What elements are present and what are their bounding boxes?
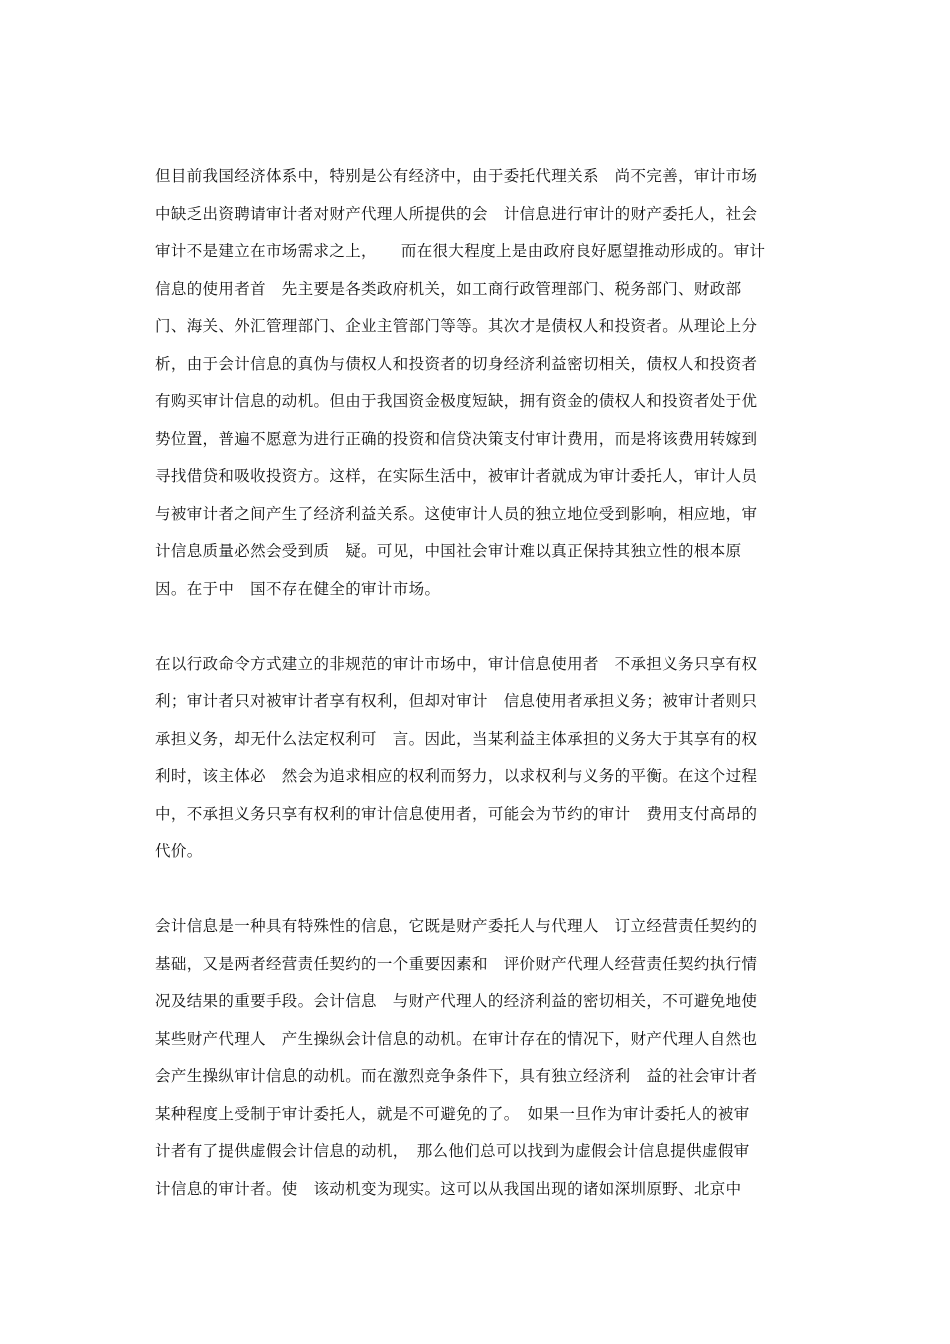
text-line: 承担义务，却无什么法定权利可 言。因此，当某利益主体承担的义务大于其享有的权 bbox=[155, 730, 758, 748]
text-line: 与被审计者之间产生了经济利益关系。这使审计人员的独立地位受到影响，相应地，审 bbox=[155, 505, 758, 523]
text-line: 势位置，普遍不愿意为进行正确的投资和信贷决策支付审计费用，而是将该费用转嫁到 bbox=[155, 430, 758, 448]
text-line: 中缺乏出资聘请审计者对财产代理人所提供的会 计信息进行审计的财产委托人，社会 bbox=[155, 205, 758, 223]
text-line: 利时，该主体必 然会为追求相应的权利而努力，以求权利与义务的平衡。在这个过程 bbox=[155, 767, 758, 785]
text-line: 某种程度上受制于审计委托人，就是不可避免的了。 如果一旦作为审计委托人的被审 bbox=[155, 1105, 750, 1123]
text-line: 门、海关、外汇管理部门、企业主管部门等等。其次才是债权人和投资者。从理论上分 bbox=[155, 317, 758, 335]
text-line: 计信息质量必然会受到质 疑。可见，中国社会审计难以真正保持其独立性的根本原 bbox=[155, 542, 742, 560]
text-line: 某些财产代理人 产生操纵会计信息的动机。在审计存在的情况下，财产代理人自然也 bbox=[155, 1030, 758, 1048]
text-line: 计者有了提供虚假会计信息的动机， 那么他们总可以找到为虚假会计信息提供虚假审 bbox=[155, 1142, 750, 1160]
text-line: 有购买审计信息的动机。但由于我国资金极度短缺，拥有资金的债权人和投资者处于优 bbox=[155, 392, 758, 410]
text-line: 在以行政命令方式建立的非规范的审计市场中，审计信息使用者 不承担义务只享有权 bbox=[155, 655, 758, 673]
text-line: 计信息的审计者。使 该动机变为现实。这可以从我国出现的诸如深圳原野、北京中 bbox=[155, 1180, 742, 1198]
text-line: 会产生操纵审计信息的动机。而在激烈竞争条件下，具有独立经济利 益的社会审计者 bbox=[155, 1067, 758, 1085]
text-line: 基础，又是两者经营责任契约的一个重要因素和 评价财产代理人经营责任契约执行情 bbox=[155, 955, 758, 973]
text-line: 况及结果的重要手段。会计信息 与财产代理人的经济利益的密切相关，不可避免地使 bbox=[155, 992, 758, 1010]
text-line: 但目前我国经济体系中，特别是公有经济中，由于委托代理关系 尚不完善，审计市场 bbox=[155, 167, 758, 185]
text-line: 因。在于中 国不存在健全的审计市场。 bbox=[155, 580, 441, 598]
text-line: 信息的使用者首 先主要是各类政府机关，如工商行政管理部门、税务部门、财政部 bbox=[155, 280, 742, 298]
text-line: 中，不承担义务只享有权利的审计信息使用者，可能会为节约的审计 费用支付高昂的 bbox=[155, 805, 758, 823]
text-line: 审计不是建立在市场需求之上， 而在很大程度上是由政府良好愿望推动形成的。审计 bbox=[155, 242, 766, 260]
text-line: 利；审计者只对被审计者享有权利，但却对审计 信息使用者承担义务；被审计者则只 bbox=[155, 692, 758, 710]
text-line: 寻找借贷和吸收投资方。这样，在实际生活中，被审计者就成为审计委托人，审计人员 bbox=[155, 467, 758, 485]
text-line: 代价。 bbox=[155, 842, 203, 860]
text-line: 析，由于会计信息的真伪与债权人和投资者的切身经济利益密切相关，债权人和投资者 bbox=[155, 355, 758, 373]
text-line: 会计信息是一种具有特殊性的信息，它既是财产委托人与代理人 订立经营责任契约的 bbox=[155, 917, 758, 935]
